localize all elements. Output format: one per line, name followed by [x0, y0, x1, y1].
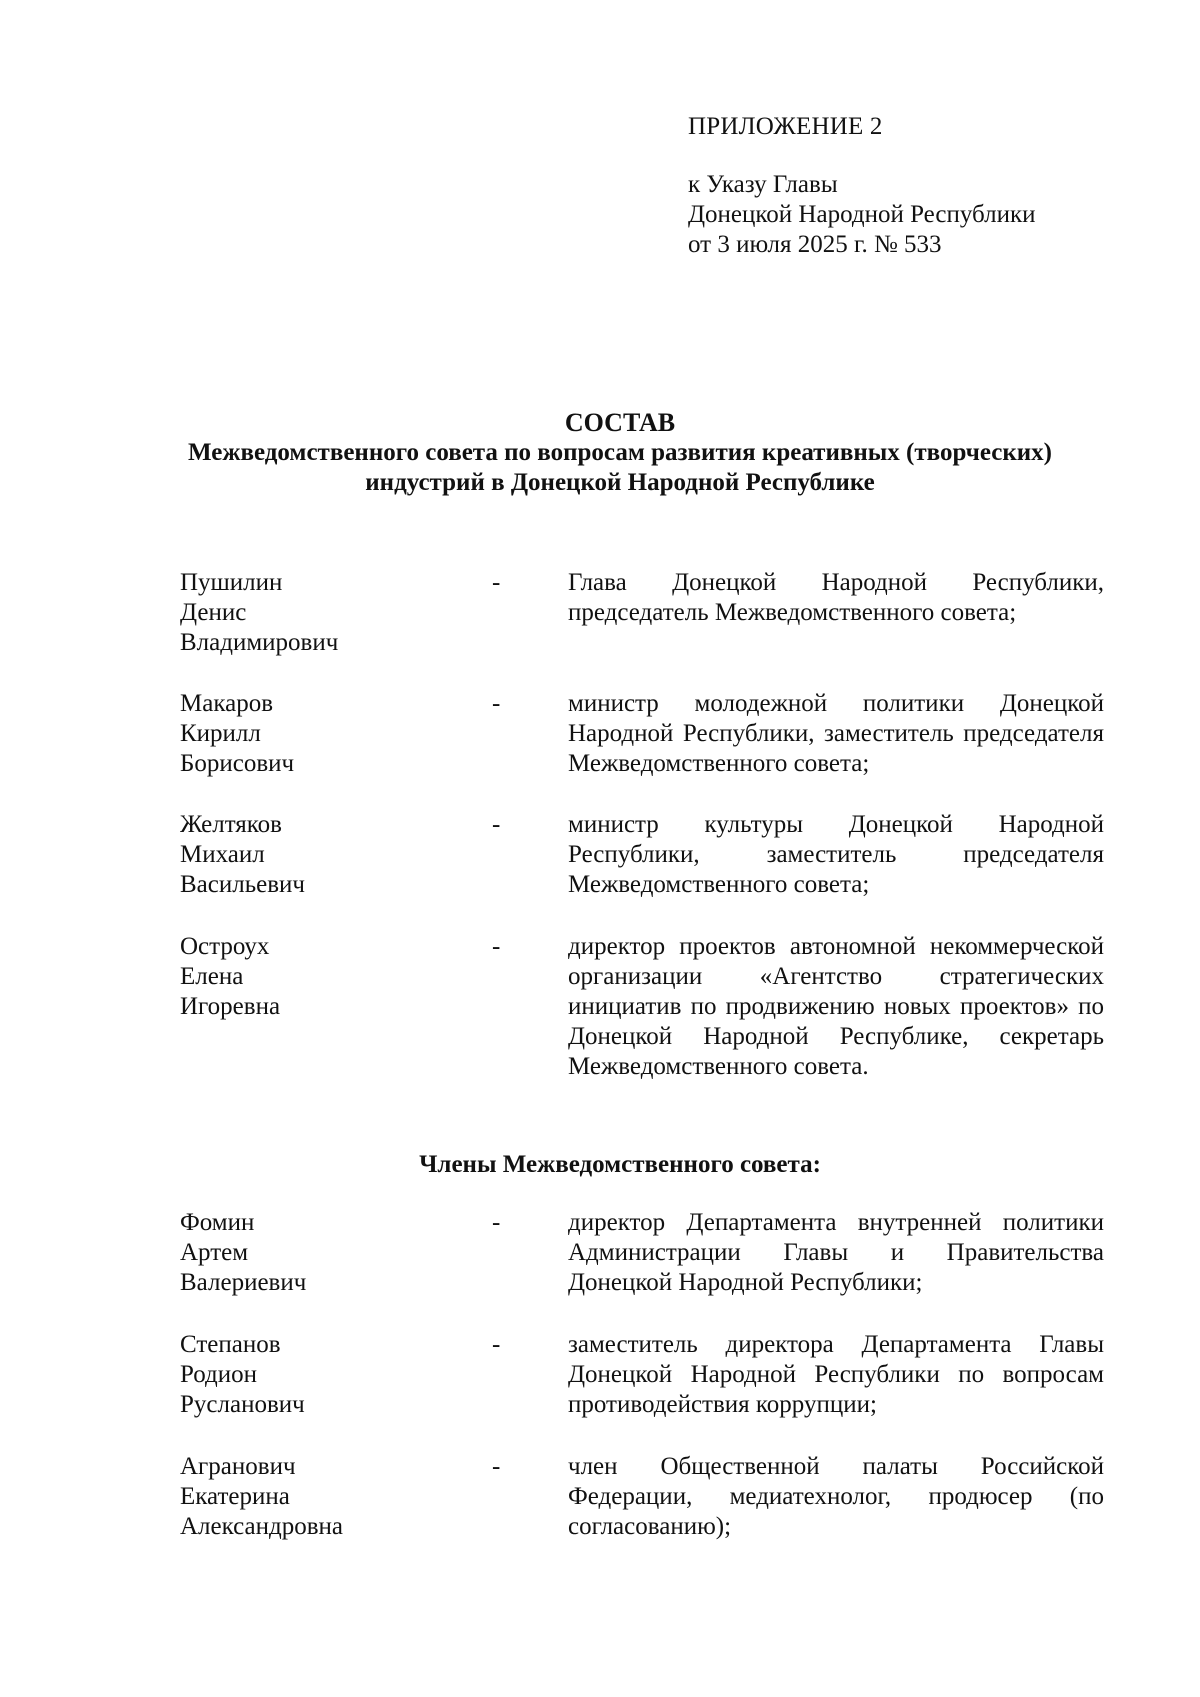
position-description: директор Департамента внутренней политики Администрации Главы и Правительства Донецкой Народной Республики; [568, 1209, 1104, 1296]
dash-separator: - [492, 1453, 501, 1480]
dash-separator: - [492, 690, 501, 717]
annex-republic-line: Донецкой Народной Республики [688, 201, 1036, 228]
person-name [180, 568, 420, 658]
annex-date-line: от 3 июля 2025 г. № 533 [688, 231, 942, 258]
members-section-title: Члены Межведомственного совета: [419, 1151, 821, 1178]
heading-subtitle-line-1: Межведомственного совета по вопросам развития креативных (творческих) [188, 439, 1052, 466]
person-name [180, 1452, 420, 1542]
dash-separator: - [492, 933, 501, 960]
first-name: Елена [180, 963, 244, 990]
patronymic: Игоревна [180, 993, 281, 1020]
position-description: министр культуры Донецкой Народной Республики, заместитель председателя Межведомственного совета; [568, 811, 1104, 898]
surname: Макаров [180, 690, 273, 717]
annex-decree-line: к Указу Главы [688, 171, 838, 198]
patronymic: Русланович [180, 1391, 305, 1418]
person-name [180, 1208, 420, 1298]
person-name [180, 689, 420, 779]
person-name [180, 1330, 420, 1420]
dash-separator: - [492, 1209, 501, 1236]
position-description: директор проектов автономной некоммерческой организации «Агентство стратегических инициатив по продвижению новых проектов» по Донецкой Народной Республике, секретарь Межведомственного совета. [568, 933, 1104, 1080]
patronymic: Борисович [180, 750, 295, 777]
surname: Агранович [180, 1453, 296, 1480]
first-name: Артем [180, 1239, 249, 1266]
patronymic: Владимирович [180, 629, 339, 656]
annex-block [688, 112, 1108, 260]
first-name: Денис [180, 599, 247, 626]
dash-separator: - [492, 1331, 501, 1358]
surname: Пушилин [180, 569, 283, 596]
first-name: Екатерина [180, 1483, 290, 1510]
heading-title: СОСТАВ [564, 408, 676, 437]
document-heading [130, 408, 1110, 498]
surname: Остроух [180, 933, 270, 960]
annex-title: ПРИЛОЖЕНИЕ 2 [688, 113, 883, 140]
first-name: Михаил [180, 841, 265, 868]
patronymic: Валериевич [180, 1269, 307, 1296]
dash-separator: - [492, 569, 501, 596]
position-description: член Общественной палаты Российской Федерации, медиатехнолог, продюсер (по согласованию); [568, 1453, 1104, 1540]
first-name: Родион [180, 1361, 258, 1388]
patronymic: Васильевич [180, 871, 305, 898]
person-name [180, 810, 420, 900]
position-description: заместитель директора Департамента Главы Донецкой Народной Республики по вопросам противодействия коррупции; [568, 1331, 1104, 1418]
surname: Фомин [180, 1209, 255, 1236]
first-name: Кирилл [180, 720, 261, 747]
dash-separator: - [492, 811, 501, 838]
person-name [180, 932, 420, 1022]
surname: Желтяков [180, 811, 282, 838]
patronymic: Александровна [180, 1513, 344, 1540]
heading-subtitle-line-2: индустрий в Донецкой Народной Республике [365, 469, 875, 496]
surname: Степанов [180, 1331, 281, 1358]
position-description: министр молодежной политики Донецкой Народной Республики, заместитель председателя Межведомственного совета; [568, 690, 1104, 777]
position-description: Глава Донецкой Народной Республики, председатель Межведомственного совета; [568, 569, 1104, 626]
